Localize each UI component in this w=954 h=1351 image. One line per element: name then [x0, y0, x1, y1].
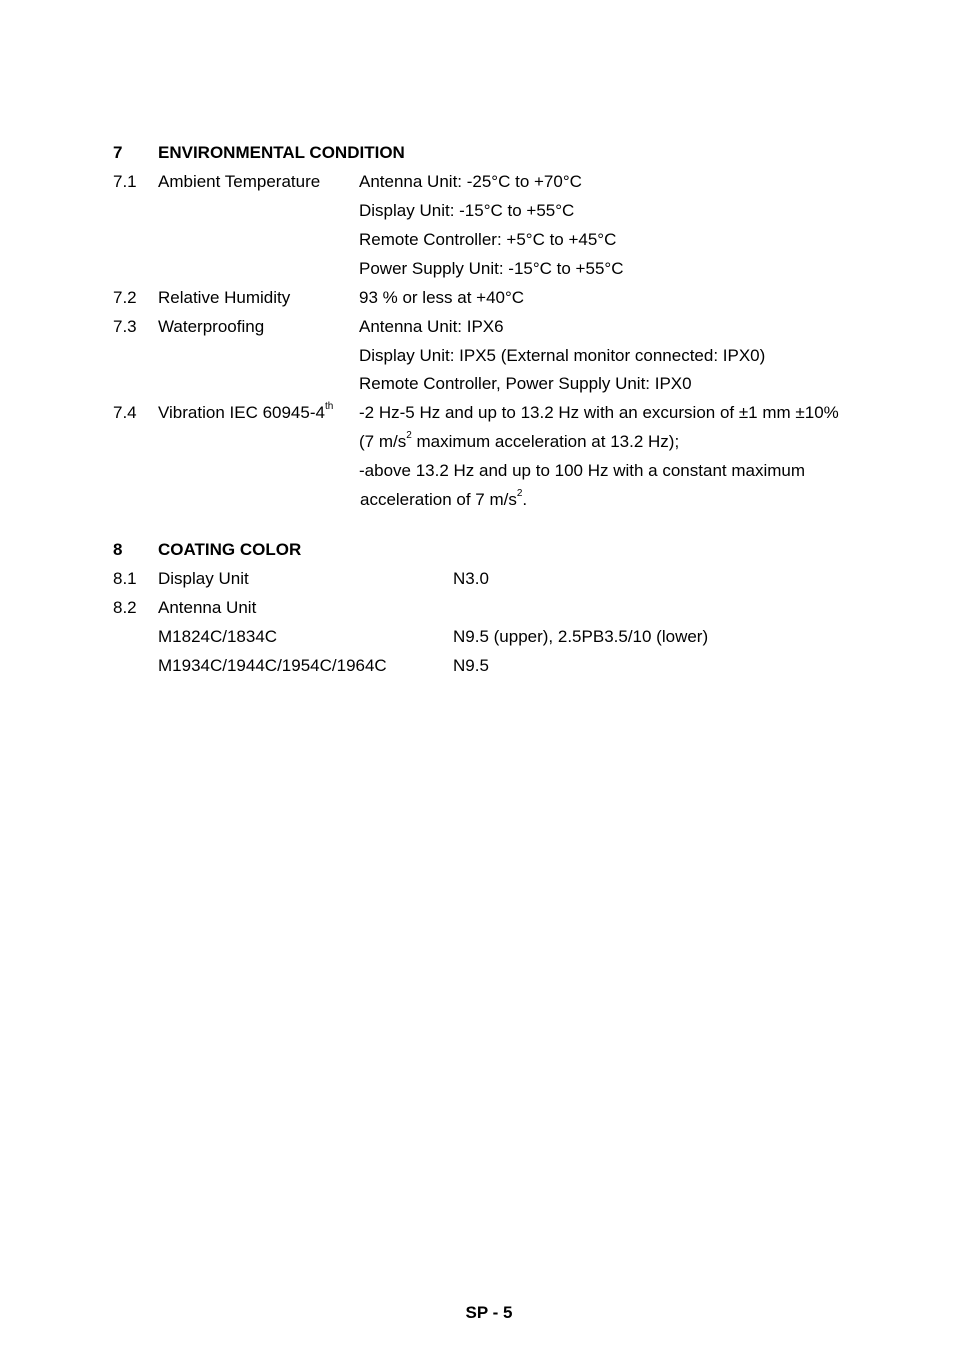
item-8-1-number: 8.1 — [113, 569, 137, 588]
item-7-1-line: Antenna Unit: -25°C to +70°C — [359, 172, 582, 191]
antenna-model-label: M1824C/1834C — [158, 627, 278, 646]
item-7-3-number: 7.3 — [113, 317, 137, 336]
item-7-4-line — [359, 432, 679, 452]
item-7-1-line: Display Unit: -15°C to +55°C — [359, 201, 575, 220]
section-8-heading: COATING COLOR — [158, 540, 302, 559]
item-8-2-number: 8.2 — [113, 598, 137, 617]
item-7-3-label: Waterproofing — [158, 317, 265, 336]
item-7-4-label-superscript: th — [324, 401, 334, 413]
item-7-3-line: Antenna Unit: IPX6 — [359, 317, 504, 336]
item-7-4-line-text: . — [522, 490, 528, 509]
item-7-4-label-text: Vibration IEC 60945-4 — [158, 403, 325, 422]
item-7-4-line-text: maximum acceleration at 13.2 Hz); — [411, 432, 680, 451]
item-7-4-line-text: acceleration of 7 m/s — [360, 490, 517, 509]
item-7-3-line: Remote Controller, Power Supply Unit: IPX0 — [359, 374, 692, 393]
antenna-model-value: N9.5 (upper), 2.5PB3.5/10 (lower) — [453, 627, 709, 646]
item-7-1-line: Remote Controller: +5°C to +45°C — [359, 230, 617, 249]
item-7-2-line: 93 % or less at +40°C — [359, 288, 525, 307]
item-7-4-superscript: 2 — [516, 488, 523, 500]
item-7-4-line-text: (7 m/s — [359, 432, 407, 451]
section-8-number: 8 — [113, 540, 123, 559]
item-7-3-line: Display Unit: IPX5 (External monitor connected: IPX0) — [359, 346, 766, 365]
item-7-4-number: 7.4 — [113, 403, 137, 422]
item-8-1-label: Display Unit — [158, 569, 249, 588]
item-7-4-line — [360, 490, 527, 510]
item-7-4-superscript: 2 — [406, 430, 412, 442]
item-7-2-number: 7.2 — [113, 288, 137, 307]
item-7-4-line: -2 Hz-5 Hz and up to 13.2 Hz with an excursion of ±1 mm ±10% — [359, 403, 839, 422]
section-7-heading: ENVIRONMENTAL CONDITION — [158, 143, 405, 162]
antenna-model-label: M1934C/1944C/1954C/1964C — [158, 656, 387, 675]
item-7-2-label: Relative Humidity — [158, 288, 291, 307]
item-7-4-line: -above 13.2 Hz and up to 100 Hz with a constant maximum — [359, 461, 806, 480]
antenna-model-value: N9.5 — [453, 656, 489, 675]
page-number: SP - 5 — [465, 1303, 513, 1322]
item-8-2-label: Antenna Unit — [158, 598, 257, 617]
item-7-4-label — [158, 403, 333, 423]
section-7-number: 7 — [113, 143, 123, 162]
item-8-1-value: N3.0 — [453, 569, 489, 588]
item-7-1-number: 7.1 — [113, 172, 137, 191]
item-7-1-label: Ambient Temperature — [158, 172, 321, 191]
item-7-1-line: Power Supply Unit: -15°C to +55°C — [359, 259, 624, 278]
